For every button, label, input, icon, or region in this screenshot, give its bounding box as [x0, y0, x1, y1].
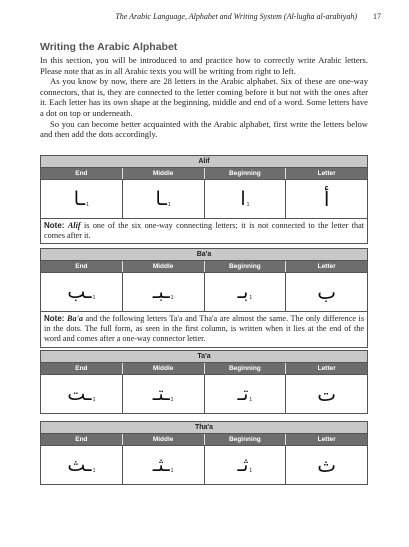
glyph-row — [41, 445, 367, 484]
column-header-beginning: Beginning — [205, 363, 287, 374]
letter-name: Alif — [41, 156, 367, 168]
letter-name: Ta'a — [41, 351, 367, 363]
glyph-middle: ـبـ 1 — [123, 273, 205, 311]
intro-paragraph: So you can become better acquainted with the Arabic alphabet, first write the letters below and then add the dots accordingly. — [40, 118, 368, 140]
glyph-middle: ـتـ 1 — [123, 375, 205, 413]
glyph-end: ـا 1 — [41, 180, 123, 218]
intro-paragraph: As you know by now, there are 28 letters in the Arabic alphabet. Six of these are one-way connectors, that is, they are connected to the letter coming before it but not with the ones after it. Each letter has its own shape at the beginning, middle and end of a word. Some letters have a dot on top or underneath. — [40, 76, 368, 118]
column-header-letter: Letter — [317, 436, 336, 443]
column-header-middle: Middle — [123, 434, 205, 445]
column-headers — [41, 434, 367, 445]
glyph-row — [41, 272, 367, 311]
letter-name: Ba'a — [41, 249, 367, 261]
glyph-beginning: ا 1 — [205, 180, 287, 218]
glyph-beginning: ثـ 1 — [205, 446, 287, 484]
glyph-middle: ـا 1 — [123, 180, 205, 218]
column-header-middle: Middle — [123, 363, 205, 374]
column-header-middle: Middle — [123, 168, 205, 179]
column-header-letter: Letter — [317, 365, 336, 372]
glyph-letter: أ — [323, 187, 330, 211]
letter-table-baa — [40, 248, 368, 348]
letter-table-alif — [40, 155, 368, 244]
glyph-row — [41, 179, 367, 218]
column-headers — [41, 261, 367, 272]
column-header-beginning: Beginning — [205, 261, 287, 272]
column-header-end: End — [41, 434, 123, 445]
column-header-beginning: Beginning — [205, 434, 287, 445]
header-title: The Arabic Language, Alphabet and Writing System (Al-lugha al-arabiyah) — [115, 12, 357, 21]
column-header-beginning: Beginning — [205, 168, 287, 179]
glyph-beginning: تـ 1 — [205, 375, 287, 413]
glyph-beginning: بـ 1 — [205, 273, 287, 311]
letter-name: Tha'a — [41, 422, 367, 434]
column-header-letter: Letter — [317, 263, 336, 270]
page-number: 17 — [373, 12, 381, 21]
column-header-middle: Middle — [123, 261, 205, 272]
intro-paragraph: In this section, you will be introduced to and practice how to correctly write Arabic letters. Please note that as in all Arabic texts you will be writing from right to left. — [40, 55, 368, 76]
glyph-letter: ث — [317, 453, 337, 477]
letter-note: Note: Ba'a and the following letters Ta'a and Tha'a are almost the same. The only difference is in the dots. The full form, as seen in the first column, is written when it lies at the end of the word and comes after a one-way connector letter. — [41, 311, 367, 347]
column-header-letter: Letter — [317, 170, 336, 177]
column-headers — [41, 168, 367, 179]
intro-text — [40, 55, 368, 140]
running-header — [40, 12, 381, 26]
glyph-letter: ب — [317, 280, 337, 304]
glyph-row — [41, 374, 367, 413]
glyph-letter: ت — [317, 382, 337, 406]
letter-table-taa — [40, 350, 368, 414]
glyph-end: ـت 1 — [41, 375, 123, 413]
column-header-end: End — [41, 168, 123, 179]
column-headers — [41, 363, 367, 374]
column-header-end: End — [41, 261, 123, 272]
glyph-end: ـب 1 — [41, 273, 123, 311]
section-title: Writing the Arabic Alphabet — [40, 41, 178, 53]
letter-note: Note: Alif is one of the six one-way connecting letters; it is not connected to the letter that comes after it. — [41, 218, 367, 243]
glyph-middle: ـثـ 1 — [123, 446, 205, 484]
column-header-end: End — [41, 363, 123, 374]
letter-table-thaa — [40, 421, 368, 485]
glyph-end: ـث 1 — [41, 446, 123, 484]
